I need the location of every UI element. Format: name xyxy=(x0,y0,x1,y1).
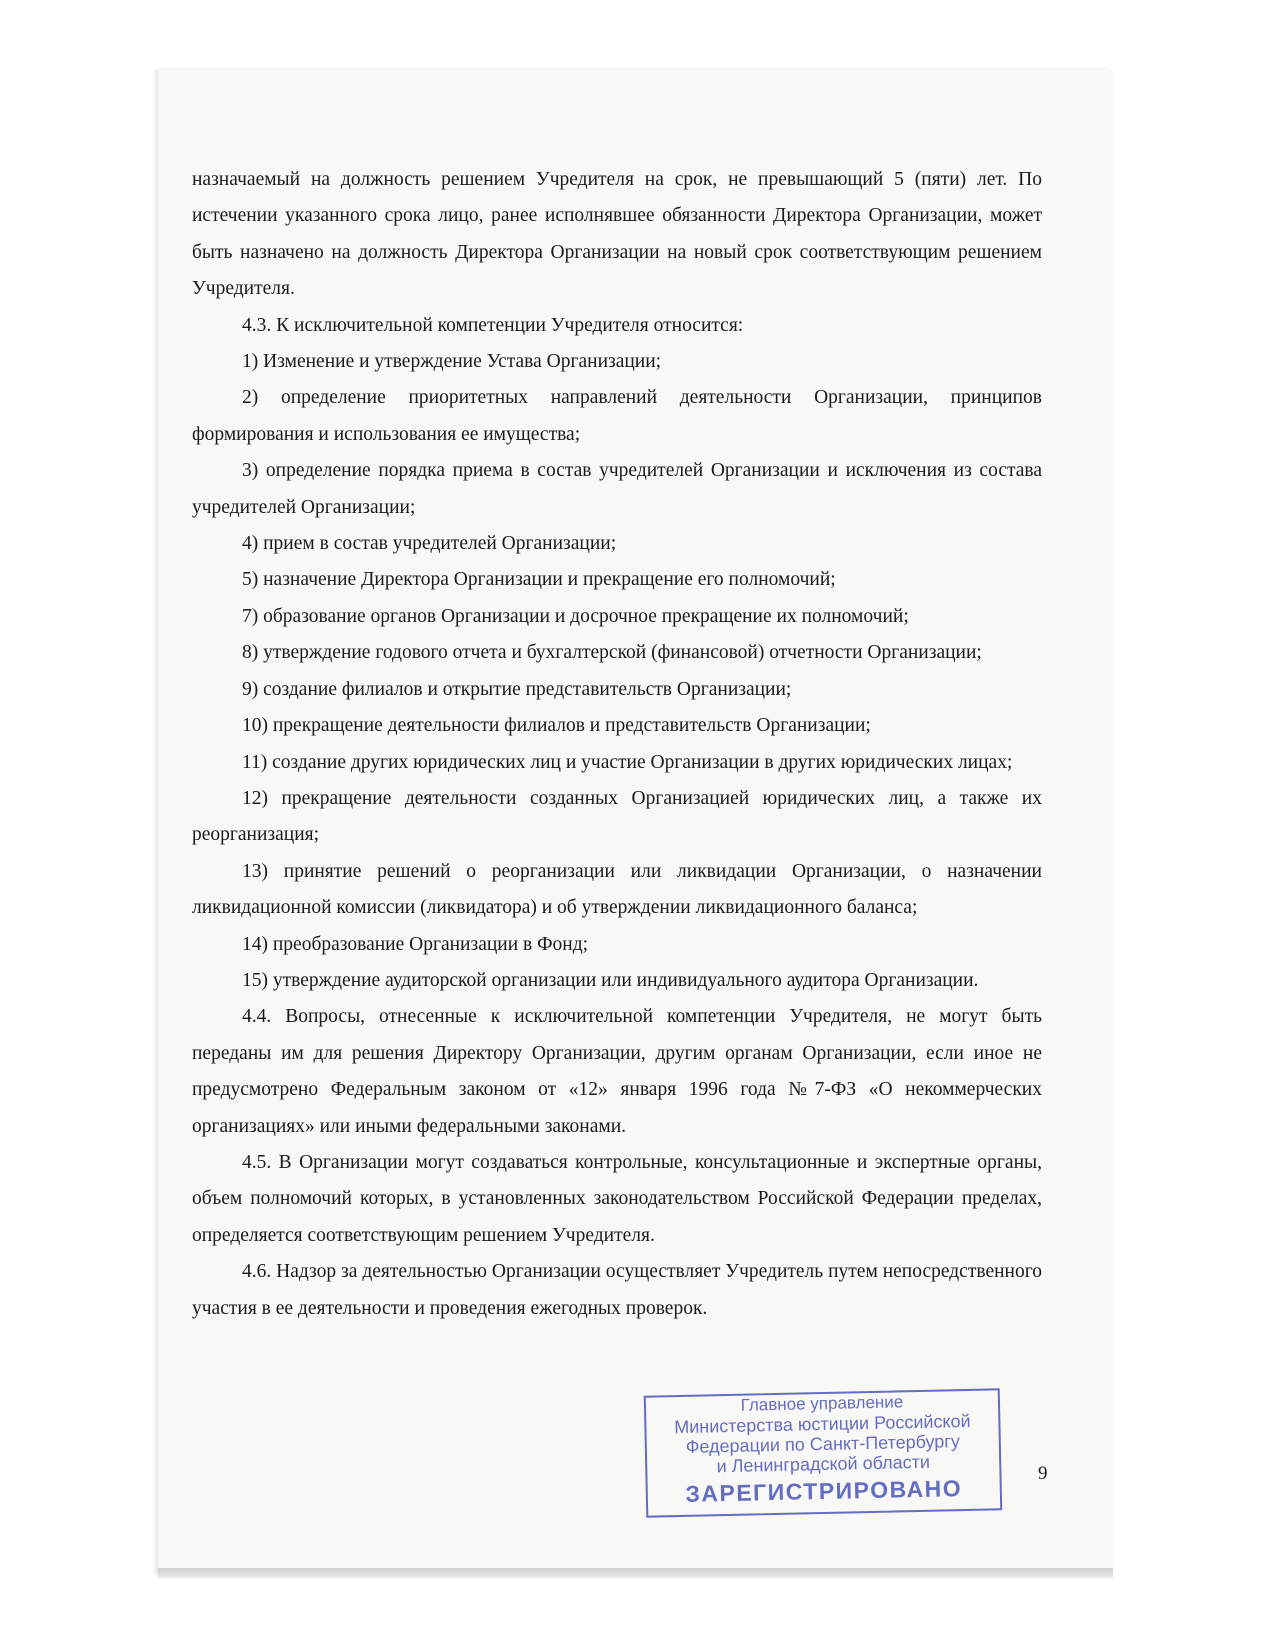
paragraph-4-3: 4.3. К исключительной компетенции Учредителя относится: xyxy=(242,314,744,336)
registration-stamp xyxy=(644,1388,1002,1517)
list-item-3: 3) определение порядка приема в состав учредителей Организации и исключения из состава учредителей Организации; xyxy=(192,460,1042,518)
paragraph-4-5: 4.5. В Организации могут создаваться контрольные, консультационные и экспертные органы, объем полномочий которых, в установленных законодательством Российской Федерации пределах, определяется соответствующим решением Учредителя. xyxy=(192,1151,1042,1246)
paper-edge xyxy=(158,1568,1113,1578)
stamp-line-oblast: и Ленинградской области xyxy=(716,1451,931,1477)
list-item-5: 5) назначение Директора Организации и прекращение его полномочий; xyxy=(242,569,836,591)
stamp-line-authority: Главное управление xyxy=(740,1392,904,1415)
list-item-8: 8) утверждение годового отчета и бухгалтерской (финансовой) отчетности Организации; xyxy=(242,642,982,664)
list-item-11: 11) создание других юридических лиц и участие Организации в других юридических лицах; xyxy=(242,751,1013,773)
list-item-1: 1) Изменение и утверждение Устава Организации; xyxy=(242,351,662,373)
paragraph-4-6: 4.6. Надзор за деятельностью Организации осуществляет Учредитель путем непосредственного участия в ее деятельности и проведения ежегодных проверок. xyxy=(192,1261,1042,1319)
list-item-13: 13) принятие решений о реорганизации или ликвидации Организации, о назначении ликвидационной комиссии (ликвидатора) и об утверждении ликвидационного баланса; xyxy=(192,860,1042,919)
document-body xyxy=(192,162,1042,1327)
list-item-2: 2) определение приоритетных направлений деятельности Организации, принципов формирования и использования ее имущества; xyxy=(192,387,1042,445)
stamp-registered-label: ЗАРЕГИСТРИРОВАНО xyxy=(685,1475,963,1507)
paragraph-4-4: 4.4. Вопросы, отнесенные к исключительной компетенции Учредителя, не могут быть переданы им для решения Директору Организации, другим органам Организации, если иное не предусмотрено Федеральным законом от «12» января 1996 года №7-ФЗ «О некоммерческих организациях» или иными федеральными законами. xyxy=(192,1006,1042,1137)
list-item-10: 10) прекращение деятельности филиалов и представительств Организации; xyxy=(242,715,871,737)
paragraph-continuation: назначаемый на должность решением Учредителя на срок, не превышающий 5 (пяти) лет. По истечении указанного срока лицо, ранее исполнявшее обязанности Директора Организации, может быть назначено на должность Директора Организации на новый срок соответствующим решением Учредителя. xyxy=(192,169,1042,300)
page-number: 9 xyxy=(1038,1463,1048,1484)
list-item-7: 7) образование органов Организации и досрочное прекращение их полномочий; xyxy=(242,605,909,627)
list-item-15: 15) утверждение аудиторской организации или индивидуального аудитора Организации. xyxy=(242,969,979,991)
list-item-4: 4) прием в состав учредителей Организации; xyxy=(242,533,617,555)
list-item-14: 14) преобразование Организации в Фонд; xyxy=(242,933,589,955)
stamp-line-region: Федерации по Санкт-Петербургу xyxy=(685,1431,961,1457)
list-item-12: 12) прекращение деятельности созданных Организацией юридических лиц, а также их реорганизация; xyxy=(192,787,1042,846)
list-item-9: 9) создание филиалов и открытие представительств Организации; xyxy=(242,678,792,700)
stamp-line-ministry: Министерства юстиции Российской xyxy=(673,1410,971,1438)
